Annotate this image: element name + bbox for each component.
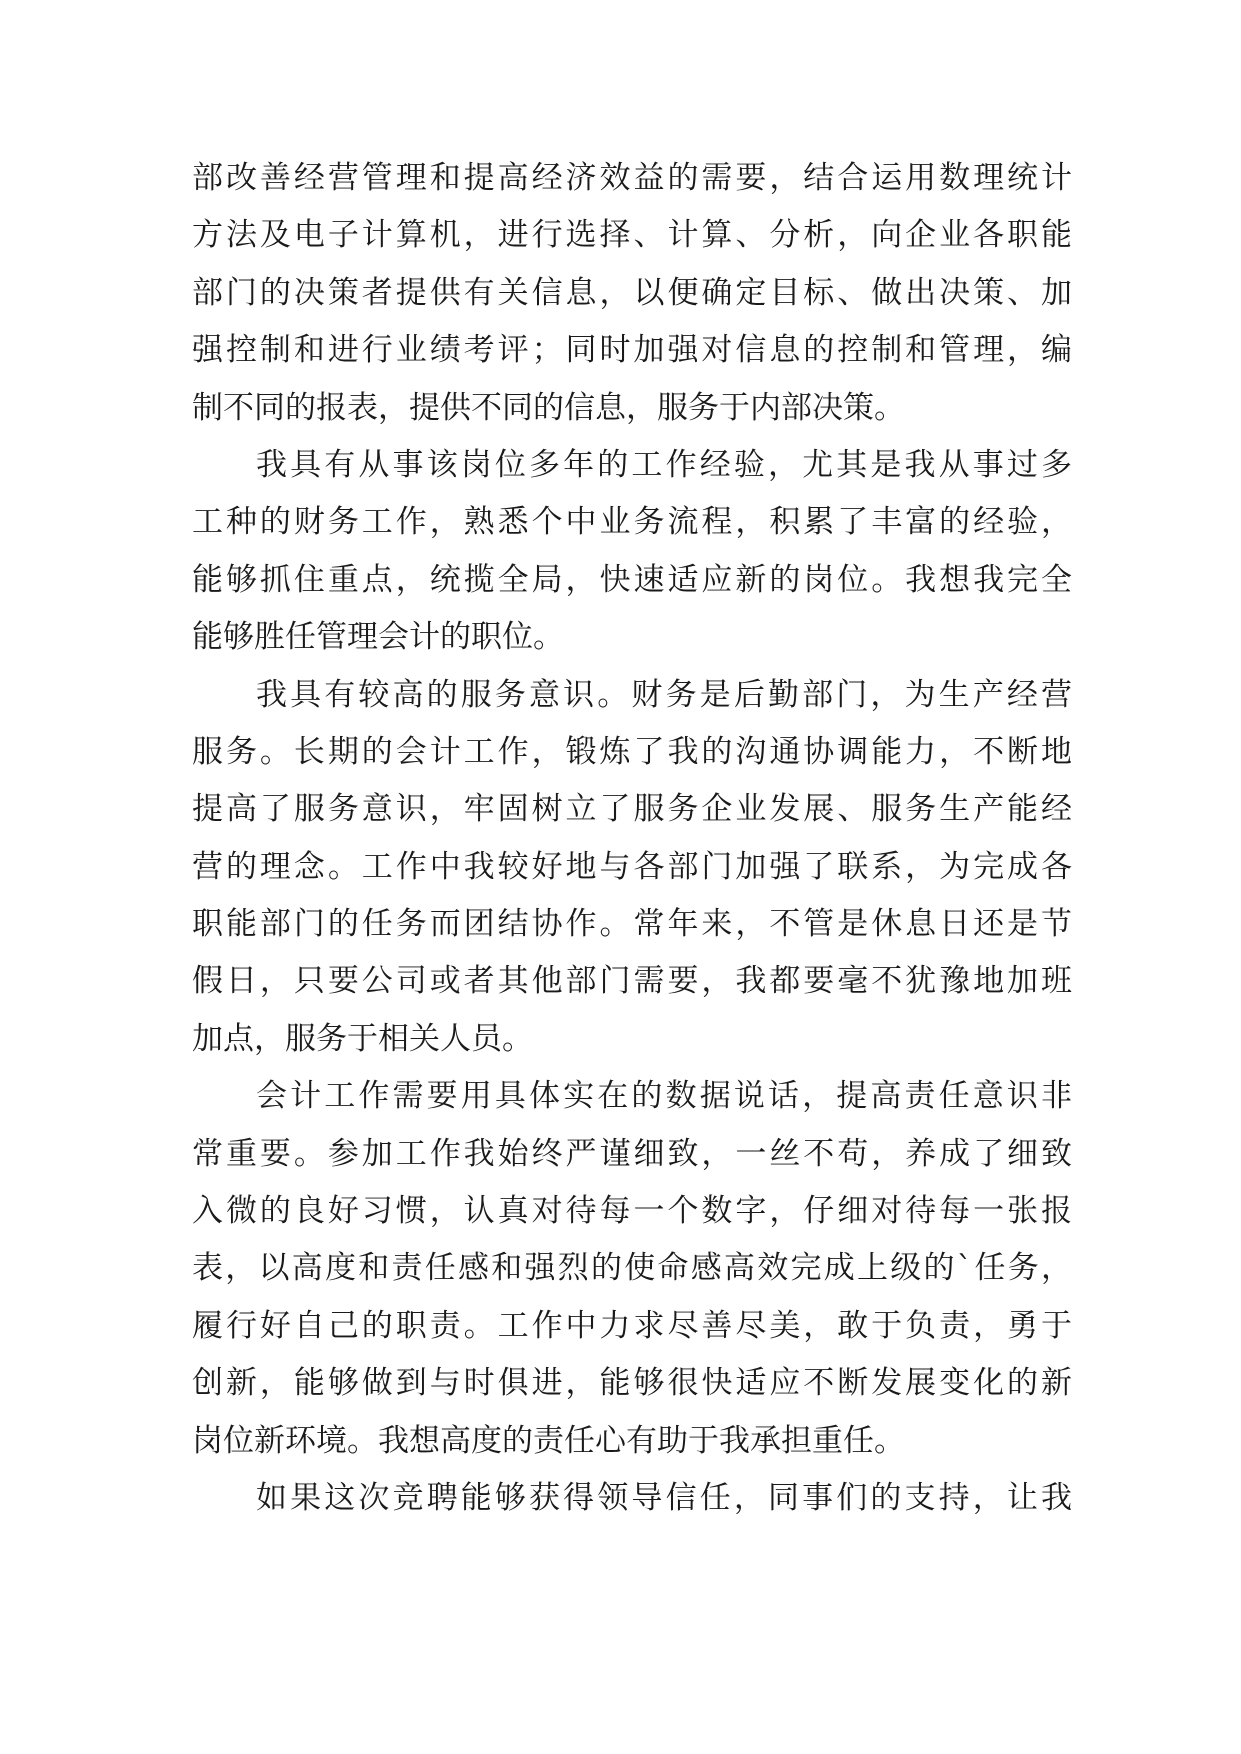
paragraph-first-line: 我具有较高的服务意识。财务是后勤部门，为生产经营 xyxy=(256,676,1072,713)
text-line: 工种的财务工作，熟悉个中业务流程，积累了丰富的经验， xyxy=(192,504,1072,541)
text-line: 履行好自己的职责。工作中力求尽善尽美，敢于负责，勇于 xyxy=(192,1307,1072,1344)
text-line: 常重要。参加工作我始终严谨细致，一丝不苟，养成了细致 xyxy=(192,1135,1072,1172)
text-line: 表，以高度和责任感和强烈的使命感高效完成上级的`任务， xyxy=(192,1250,1072,1287)
text-line: 假日，只要公司或者其他部门需要，我都要毫不犹豫地加班 xyxy=(192,963,1072,1000)
paragraph-first-line: 我具有从事该岗位多年的工作经验，尤其是我从事过多 xyxy=(256,446,1072,483)
text-line: 营的理念。工作中我较好地与各部门加强了联系，为完成各 xyxy=(192,848,1072,885)
text-line: 强控制和进行业绩考评；同时加强对信息的控制和管理，编 xyxy=(192,332,1072,369)
paragraph-first-line: 如果这次竞聘能够获得领导信任，同事们的支持，让我 xyxy=(256,1479,1072,1516)
body-text xyxy=(192,150,1072,1527)
text-line: 能够胜任管理会计的职位。 xyxy=(192,619,564,656)
text-line: 创新，能够做到与时俱进，能够很快适应不断发展变化的新 xyxy=(192,1365,1072,1402)
text-line: 部门的决策者提供有关信息，以便确定目标、做出决策、加 xyxy=(192,274,1072,311)
text-line: 加点，服务于相关人员。 xyxy=(192,1020,533,1057)
text-line: 职能部门的任务而团结协作。常年来，不管是休息日还是节 xyxy=(192,906,1072,943)
text-line: 能够抓住重点，统揽全局，快速适应新的岗位。我想我完全 xyxy=(192,561,1072,598)
text-line: 入微的良好习惯，认真对待每一个数字，仔细对待每一张报 xyxy=(192,1193,1072,1230)
text-line: 方法及电子计算机，进行选择、计算、分析，向企业各职能 xyxy=(192,217,1072,254)
text-line: 制不同的报表，提供不同的信息，服务于内部决策。 xyxy=(192,389,905,426)
text-line: 岗位新环境。我想高度的责任心有助于我承担重任。 xyxy=(192,1422,905,1459)
text-line: 提高了服务意识，牢固树立了服务企业发展、服务生产能经 xyxy=(192,791,1072,828)
text-line: 服务。长期的会计工作，锻炼了我的沟通协调能力，不断地 xyxy=(192,733,1072,770)
text-line: 部改善经营管理和提高经济效益的需要，结合运用数理统计 xyxy=(192,160,1072,196)
paragraph-first-line: 会计工作需要用具体实在的数据说话，提高责任意识非 xyxy=(256,1078,1072,1115)
